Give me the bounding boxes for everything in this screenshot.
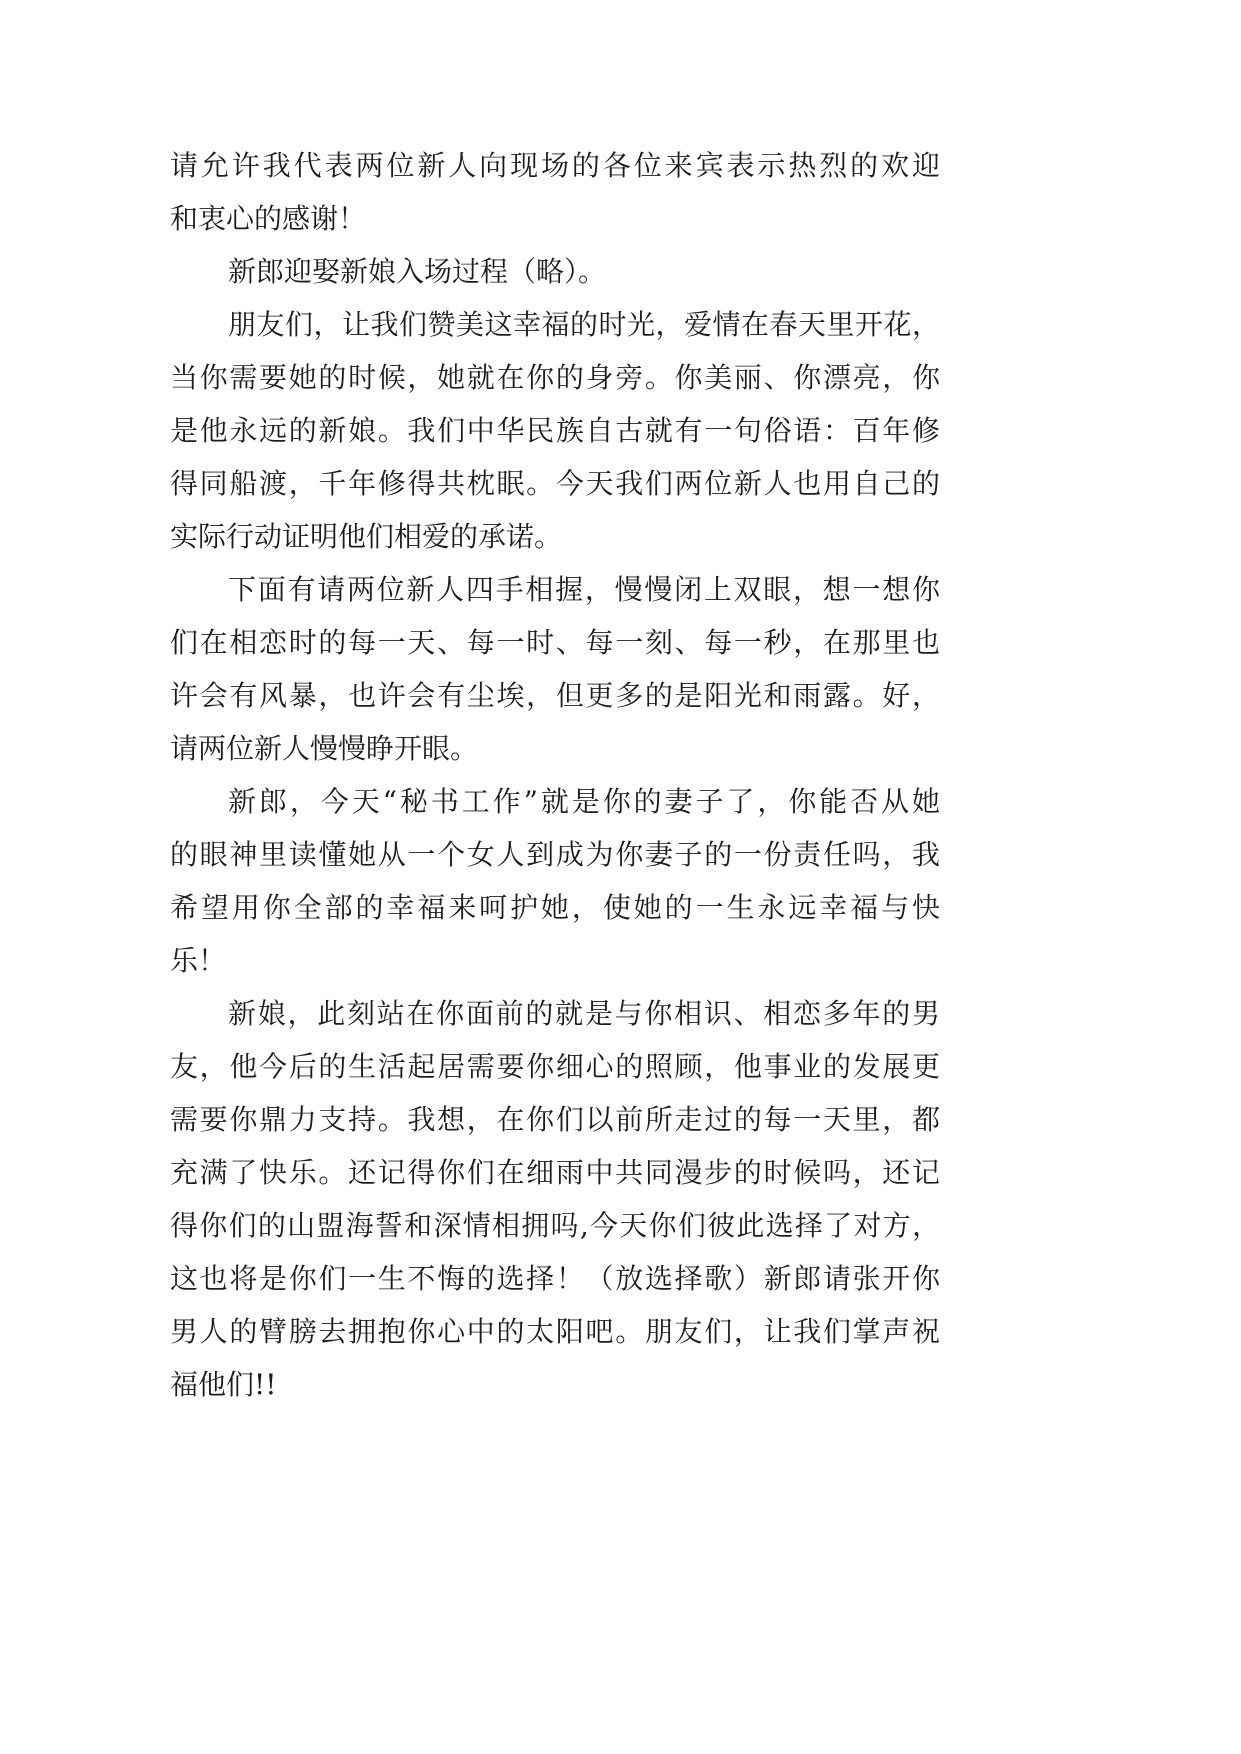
text-line: 福他们!! [170, 1368, 277, 1401]
text-line: 新郎，今天“秘书工作”就是你的妻子了，你能否从她 [228, 785, 940, 818]
text-line: 朋友们，让我们赞美这幸福的时光，爱情在春天里开花， [228, 308, 940, 341]
paragraph [170, 563, 940, 775]
text-line: 们在相恋时的每一天、每一时、每一刻、每一秒，在那里也 [170, 626, 940, 659]
text-line: 得同船渡，千年修得共枕眠。今天我们两位新人也用自己的 [170, 467, 940, 500]
text-line: 得你们的山盟海誓和深情相拥吗,今天你们彼此选择了对方， [170, 1209, 940, 1242]
paragraph [170, 298, 940, 563]
text-line: 充满了快乐。还记得你们在细雨中共同漫步的时候吗，还记 [170, 1156, 940, 1189]
text-line: 需要你鼎力支持。我想，在你们以前所走过的每一天里，都 [170, 1103, 940, 1136]
document-body [170, 139, 940, 1411]
paragraph [170, 987, 940, 1411]
text-line: 请两位新人慢慢睁开眼。 [170, 732, 479, 765]
paragraph [170, 245, 940, 298]
text-line: 的眼神里读懂她从一个女人到成为你妻子的一份责任吗，我 [170, 838, 940, 871]
text-line: 乐！ [170, 944, 227, 977]
paragraph [170, 139, 940, 245]
text-line: 实际行动证明他们相爱的承诺。 [170, 520, 563, 553]
text-line: 新郎迎娶新娘入场过程（略）。 [228, 255, 607, 288]
text-line: 和衷心的感谢！ [170, 202, 367, 235]
text-line: 友，他今后的生活起居需要你细心的照顾，他事业的发展更 [170, 1050, 940, 1083]
text-line: 许会有风暴，也许会有尘埃，但更多的是阳光和雨露。好， [170, 679, 940, 712]
text-line: 新娘，此刻站在你面前的就是与你相识、相恋多年的男 [228, 997, 940, 1030]
text-line: 是他永远的新娘。我们中华民族自古就有一句俗语：百年修 [170, 414, 940, 447]
text-line: 下面有请两位新人四手相握，慢慢闭上双眼，想一想你 [228, 573, 940, 606]
text-line: 男人的臂膀去拥抱你心中的太阳吧。朋友们，让我们掌声祝 [170, 1315, 940, 1348]
text-line: 希望用你全部的幸福来呵护她，使她的一生永远幸福与快 [170, 891, 940, 924]
text-line: 当你需要她的时候，她就在你的身旁。你美丽、你漂亮，你 [170, 361, 940, 394]
paragraph [170, 775, 940, 987]
text-line: 请允许我代表两位新人向现场的各位来宾表示热烈的欢迎 [170, 149, 940, 182]
text-line: 这也将是你们一生不悔的选择！（放选择歌）新郎请张开你 [170, 1262, 940, 1295]
